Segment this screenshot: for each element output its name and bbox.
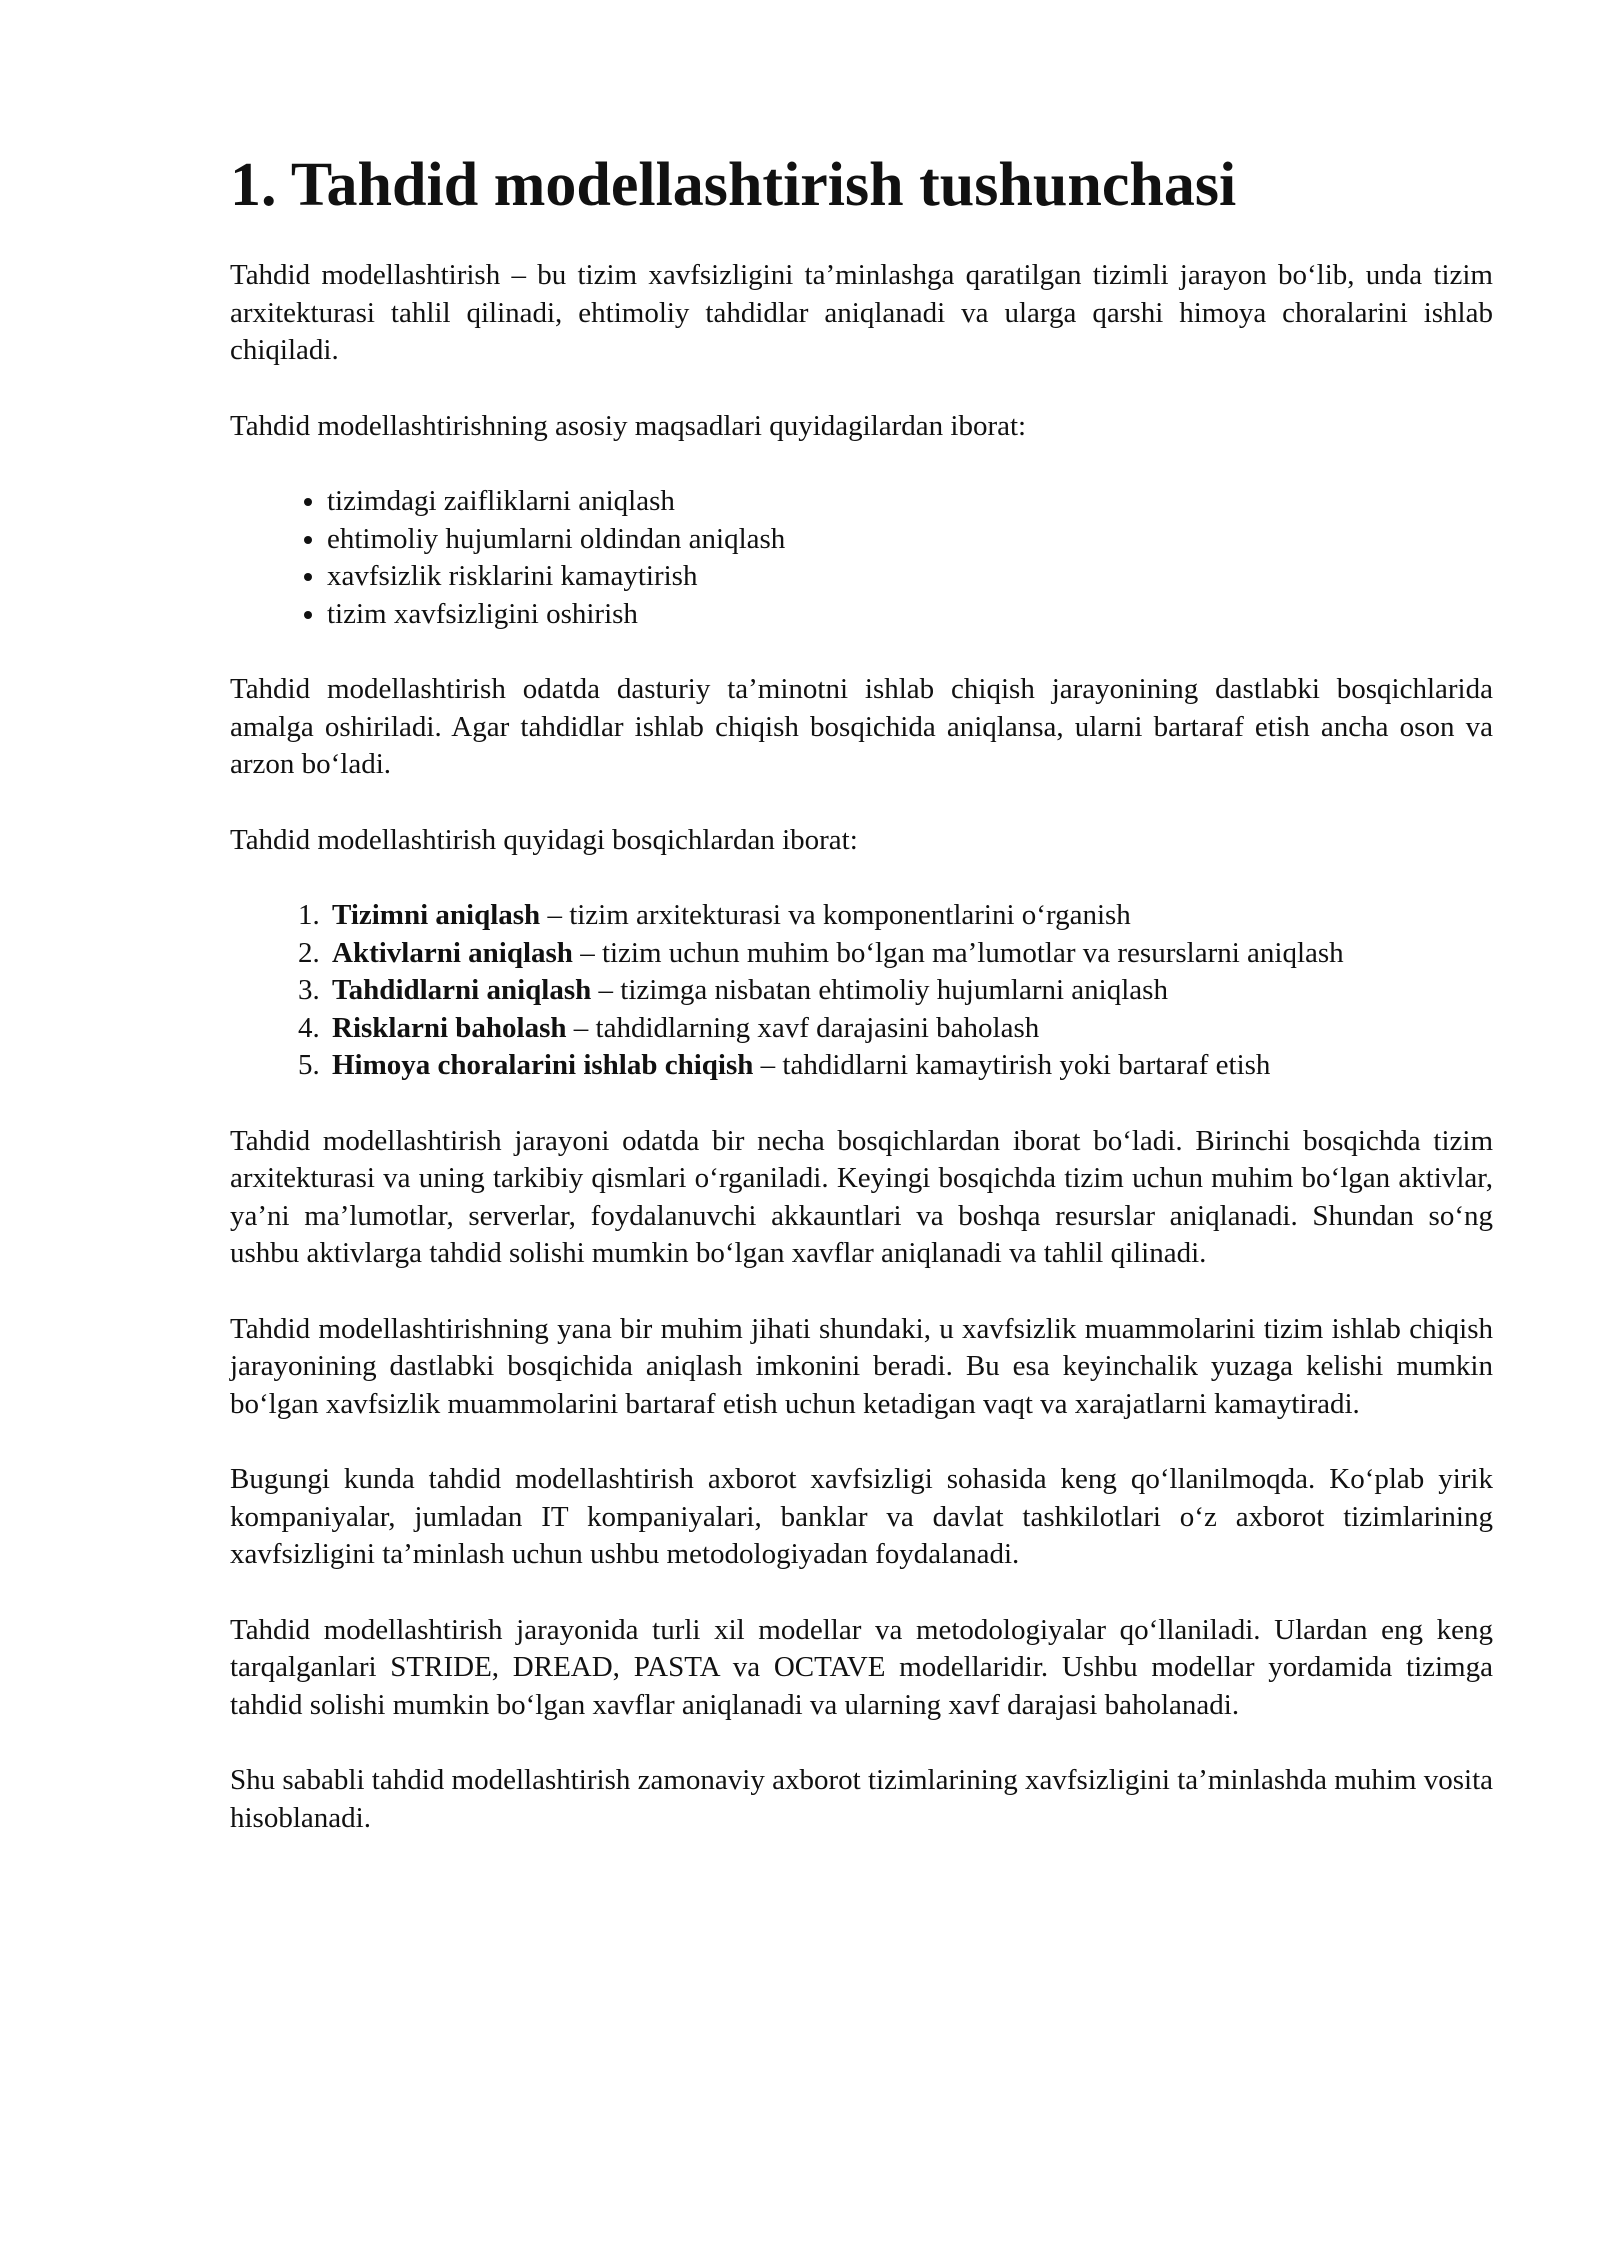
paragraph-early-stage: Tahdid modellashtirish odatda dasturiy ta’minotni ishlab chiqish jarayonining dastlabki bosqichlarida amalga oshiriladi. Agar tahdidlar ishlab chiqish bosqichida aniqlansa, ularni bartaraf etish ancha oson va arzon bo‘ladi.	[230, 673, 1493, 781]
page-title: 1. Tahdid modellashtirish tushunchasi	[230, 151, 1237, 219]
paragraph-benefit: Tahdid modellashtirishning yana bir muhim jihati shundaki, u xavfsizlik muammolarini tizim ishlab chiqish jarayonining dastlabki bosqichida aniqlash imkonini beradi. Bu esa keyinchalik yuzaga kelishi mumkin bo‘lgan xavfsizlik muammolarini bartaraf etish uchun ketadigan vaqt va xarajatlarni kamaytiradi.	[230, 1312, 1493, 1420]
goals-list	[230, 483, 1493, 633]
step-term: Himoya choralarini ishlab chiqish	[332, 1049, 754, 1082]
paragraph-steps-intro: Tahdid modellashtirish quyidagi bosqichlardan iborat:	[230, 823, 858, 856]
paragraph-process: Tahdid modellashtirish jarayoni odatda bir necha bosqichlardan iborat bo‘ladi. Birinchi bosqichda tizim arxitekturasi va uning tarkibiy qismlari o‘rganiladi. Keyingi bosqichda tizim uchun muhim bo‘lgan aktivlar, ya’ni ma’lumotlar, serverlar, foydalanuvchi akkauntlari va boshqa resurslar aniqlanadi. Shundan so‘ng ushbu aktivlarga tahdid solishi mumkin bo‘lgan xavflar aniqlanadi va tahlil qilinadi.	[230, 1124, 1493, 1270]
step-description: – tizim arxitekturasi va komponentlarini o‘rganish	[540, 899, 1131, 932]
list-item	[327, 1010, 1493, 1048]
step-term: Aktivlarni aniqlash	[332, 936, 573, 969]
step-description: – tizim uchun muhim bo‘lgan ma’lumotlar va resurslarni aniqlash	[572, 936, 1344, 969]
list-item: • ehtimoliy hujumlarni oldindan aniqlash	[327, 521, 1493, 559]
paragraph-definition: Tahdid modellashtirish – bu tizim xavfsizligini ta’minlashga qaratilgan tizimli jarayon bo‘lib, unda tizim arxitekturasi tahlil qilinadi, ehtimoliy tahdidlar aniqlanadi va ularga qarshi himoya choralarini ishlab chiqiladi.	[230, 259, 1493, 367]
step-term: Tizimni aniqlash	[332, 899, 541, 932]
step-description: – tahdidlarni kamaytirish yoki bartaraf etish	[753, 1049, 1271, 1082]
step-description: – tizimga nisbatan ehtimoliy hujumlarni aniqlash	[591, 974, 1168, 1007]
list-item: • xavfsizlik risklarini kamaytirish	[327, 558, 1493, 596]
paragraph-goals-intro: Tahdid modellashtirishning asosiy maqsadlari quyidagilardan iborat:	[230, 409, 1027, 442]
list-item	[327, 935, 1493, 973]
paragraph-models: Tahdid modellashtirish jarayonida turli xil modellar va metodologiyalar qo‘llaniladi. Ulardan eng keng tarqalganlari STRIDE, DREAD, PASTA va OCTAVE modellaridir. Ushbu modellar yordamida tizimga tahdid solishi mumkin bo‘lgan xavflar aniqlanadi va ularning xavf darajasi baholanadi.	[230, 1613, 1493, 1721]
step-term: Tahdidlarni aniqlash	[332, 974, 592, 1007]
step-term: Risklarni baholash	[332, 1011, 567, 1044]
paragraph-usage: Bugungi kunda tahdid modellashtirish axborot xavfsizligi sohasida keng qo‘llanilmoqda. Ko‘plab yirik kompaniyalar, jumladan IT kompaniyalari, banklar va davlat tashkilotlari o‘z axborot tizimlarining xavfsizligini ta’minlash uchun ushbu metodologiyadan foydalanadi.	[230, 1463, 1493, 1571]
steps-list	[230, 897, 1493, 1085]
document-page	[230, 150, 1493, 1875]
list-item: • tizim xavfsizligini oshirish	[327, 596, 1493, 634]
paragraph-conclusion: Shu sababli tahdid modellashtirish zamonaviy axborot tizimlarining xavfsizligini ta’minlashda muhim vosita hisoblanadi.	[230, 1764, 1493, 1834]
step-description: – tahdidlarning xavf darajasini baholash	[566, 1011, 1040, 1044]
list-item: • tizimdagi zaifliklarni aniqlash	[327, 483, 1493, 521]
list-item	[327, 1047, 1493, 1085]
list-item	[327, 972, 1493, 1010]
list-item	[327, 897, 1493, 935]
